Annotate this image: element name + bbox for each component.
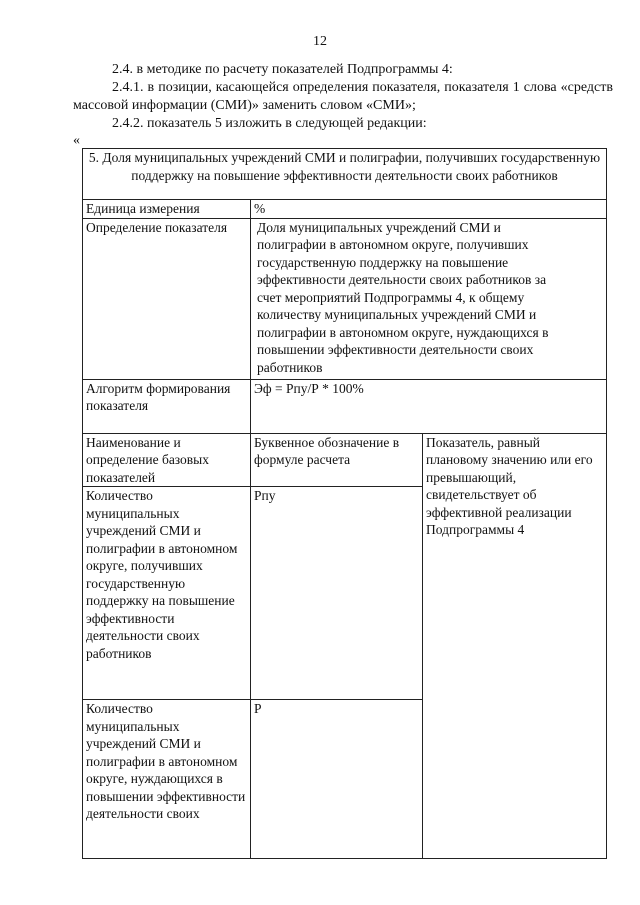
paragraph-2-4-1: 2.4.1. в позиции, касающейся определения показателя, показателя 1 слова «средств массовой информации (СМИ)» заменить словом «СМИ»; [73,80,613,113]
base-row-name: Количество муниципальных учреждений СМИ и полиграфии в автономном округе, получивших государственную поддержку на повышение эффективности деятельности своих работников [83,487,251,700]
base-name-header: Наименование и определение базовых показателей [83,433,251,487]
opening-quote: « [73,133,80,148]
definition-row [83,218,607,379]
base-row-symbol: Рпу [251,487,423,700]
definition-label: Определение показателя [83,218,251,379]
paragraph-2-4-2: 2.4.2. показатель 5 изложить в следующей редакции: [112,116,427,131]
unit-label: Единица измерения [83,200,251,219]
definition-value: Доля муниципальных учреждений СМИ и полиграфии в автономном округе, получивших государственную поддержку на повышение эффективности деятельности своих работников за счет мероприятий Подпрограммы 4, к общему количеству муниципальных учреждений СМИ и полиграфии в автономном округе, нуждающихся в повышении эффективности деятельности своих работников [251,218,607,379]
base-header-row [83,433,607,487]
table-title-row [83,149,607,200]
algorithm-label: Алгоритм формирования показателя [83,379,251,433]
paragraph-2-4: 2.4. в методике по расчету показателей Подпрограммы 4: [112,62,453,77]
unit-row [83,200,607,219]
algorithm-row [83,379,607,433]
evaluation-note: Показатель, равный плановому значению или его превышающий, свидетельствует об эффективной реализации Подпрограммы 4 [423,433,607,859]
base-row-symbol: Р [251,700,423,859]
page-number: 12 [313,34,327,49]
symbol-header: Буквенное обозначение в формуле расчета [251,433,423,487]
base-row-name: Количество муниципальных учреждений СМИ и полиграфии в автономном округе, нуждающихся в повышении эффективности деятельности своих [83,700,251,859]
indicator-table [82,148,607,859]
unit-value: % [251,200,607,219]
algorithm-formula: Эф = Рпу/Р * 100% [251,379,607,433]
indicator-title: 5. Доля муниципальных учреждений СМИ и полиграфии, получивших государственную поддержку на повышение эффективности деятельности своих работников [83,149,607,200]
